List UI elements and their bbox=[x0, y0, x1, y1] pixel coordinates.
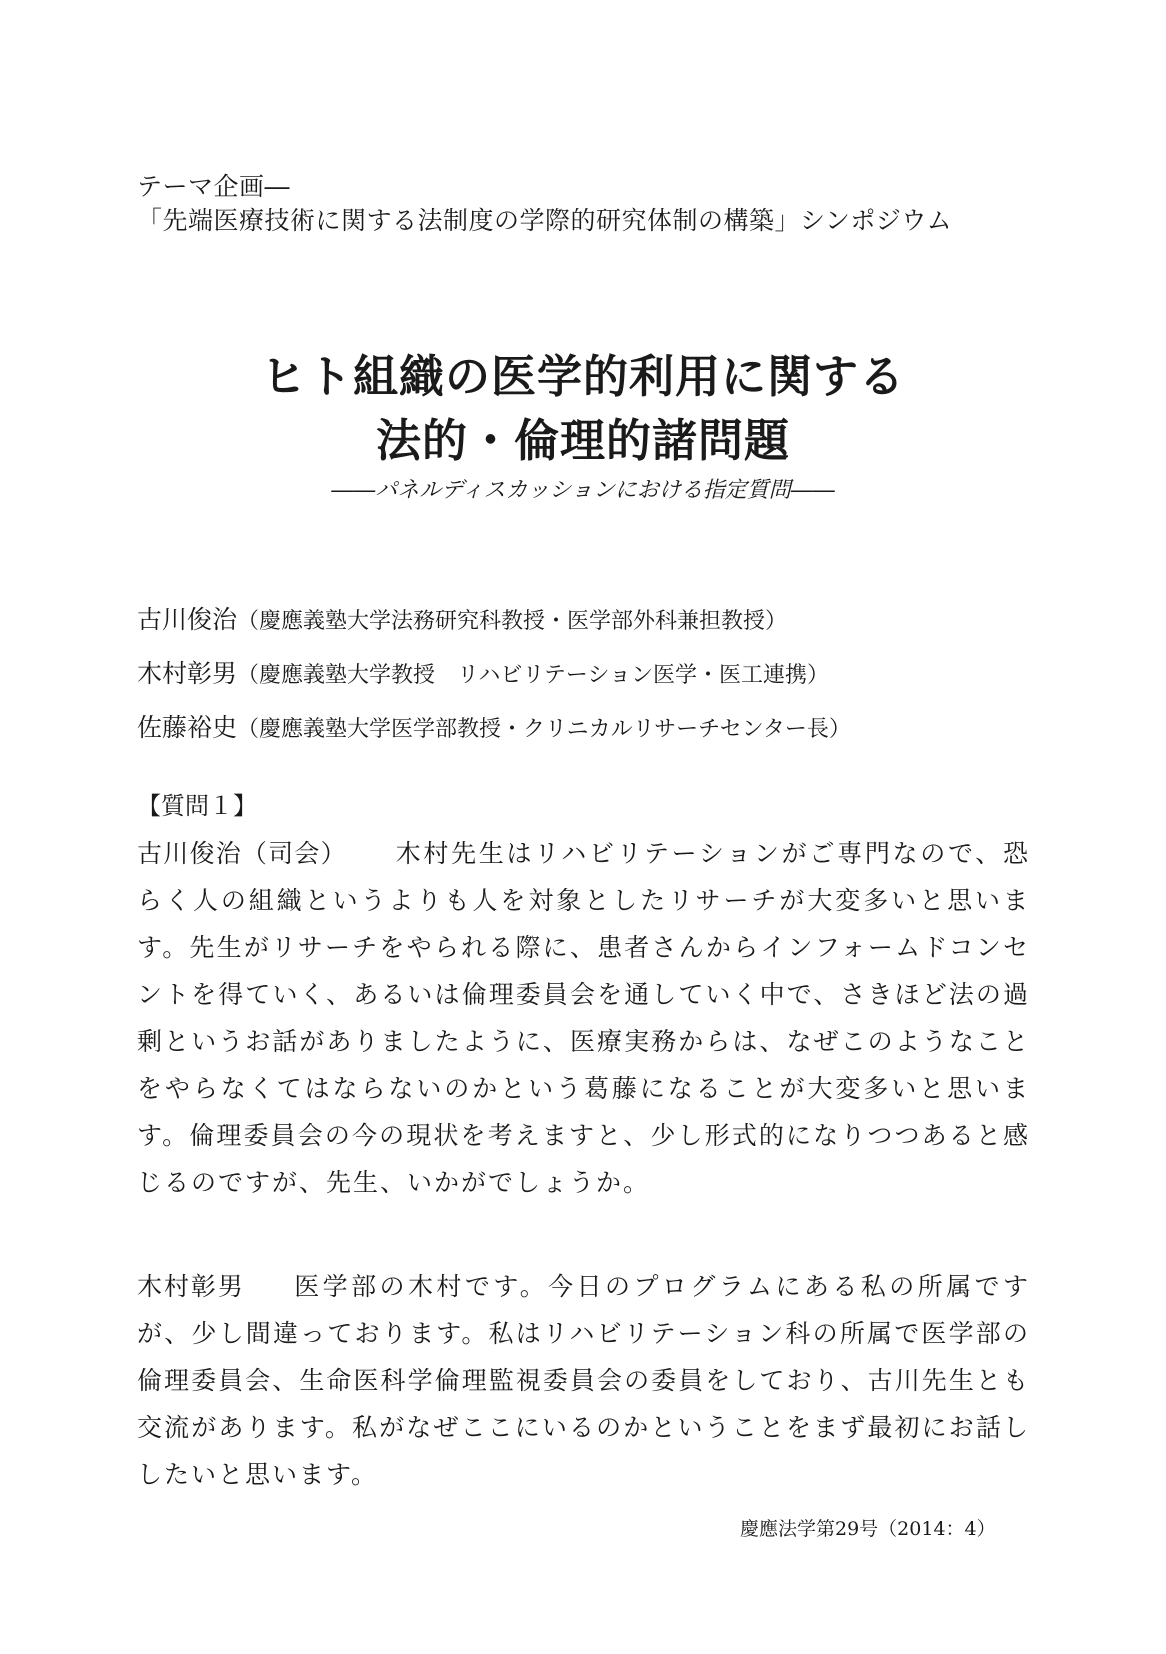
article-title-line-1: ヒト組織の医学的利用に関する bbox=[260, 350, 905, 403]
author-name: 木村彰男 bbox=[137, 659, 238, 688]
answer-text: 医学部の木村です。今日のプログラムにある私の所属ですが、少し間違っております。私はリハビリテーション科の所属で医学部の倫理委員会、生命医科学倫理監視委員会の委員をしており、古川先生とも交流があります。私がなぜここにいるのかということをまず最初にお話ししたいと思います。 bbox=[137, 1272, 1030, 1489]
series-heading bbox=[137, 170, 1037, 238]
question-label: 【質問１】 bbox=[137, 792, 257, 820]
author-name: 佐藤裕史 bbox=[137, 713, 238, 742]
article-title-line-2: 法的・倫理的諸問題 bbox=[375, 414, 790, 467]
series-label: テーマ企画― bbox=[137, 172, 291, 201]
answer-paragraph bbox=[137, 1263, 1030, 1498]
author-entry bbox=[137, 648, 1037, 702]
symposium-title: 「先端医療技術に関する法制度の学際的研究体制の構築」シンポジウム bbox=[137, 206, 953, 235]
article-subtitle: ――パネルディスカッションにおける指定質問―― bbox=[331, 478, 835, 503]
question-text: 木村先生はリハビリテーションがご専門なので、恐らく人の組織というよりも人を対象としたリサーチが大変多いと思います。先生がリサーチをやられる際に、患者さんからインフォームドコンセントを得ていく、あるいは倫理委員会を通していく中で、さきほど法の過剰というお話がありましたように、医療実務からは、なぜこのようなことをやらなくてはならないのかという葛藤になることが大変多いと思います。倫理委員会の今の現状を考えますと、少し形式的になりつつあると感じるのですが、先生、いかがでしょうか。 bbox=[137, 839, 1030, 1197]
question-paragraph bbox=[137, 830, 1030, 1206]
journal-footer: 慶應法学第29号（2014：4） bbox=[740, 1518, 996, 1540]
author-list bbox=[137, 594, 1037, 756]
article-body bbox=[137, 786, 1030, 1498]
author-entry bbox=[137, 702, 1037, 756]
author-name: 古川俊治 bbox=[137, 605, 238, 634]
question-speaker: 古川俊治（司会） bbox=[137, 839, 347, 868]
author-affiliation: （慶應義塾大学教授 リハビリテーション医学・医工連携） bbox=[237, 663, 830, 688]
author-affiliation: （慶應義塾大学医学部教授・クリニカルリサーチセンター長） bbox=[237, 717, 851, 742]
author-entry bbox=[137, 594, 1037, 648]
article-title-block bbox=[0, 345, 1166, 507]
author-affiliation: （慶應義塾大学法務研究科教授・医学部外科兼担教授） bbox=[237, 609, 788, 634]
answer-speaker: 木村彰男 bbox=[137, 1272, 245, 1301]
